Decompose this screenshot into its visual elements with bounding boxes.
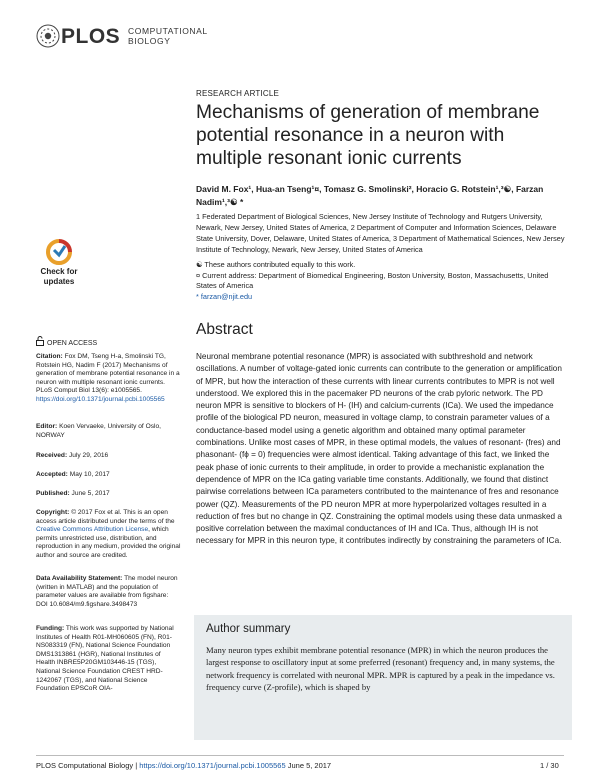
- author-summary-heading: Author summary: [206, 623, 291, 635]
- author-notes: [196, 260, 566, 302]
- author-summary-text: Many neuron types exhibit membrane potential resonance (MPR) in which the neuron produces the largest response to oscillatory input at some preferred (resonant) frequency and, in many systems, the network frequency is correlated with neuronal MPR. MPR is captured by a peak in the impedance vs. frequency curve (Z-profile), which is shaped by: [206, 645, 555, 692]
- equal-contribution-note: ☯ These authors contributed equally to this work.: [196, 260, 356, 269]
- license-link[interactable]: Creative Commons Attribution License: [36, 526, 149, 534]
- footer-doi-link[interactable]: https://doi.org/10.1371/journal.pcbi.1005565: [139, 761, 286, 770]
- logo-text: PLOS: [61, 25, 121, 48]
- plos-logo[interactable]: [36, 22, 236, 52]
- updates-icon: [45, 239, 73, 265]
- editor-block: Editor: Koen Vervaeke, University of Oslo, NORWAY: [36, 423, 161, 439]
- published-date: Published: June 5, 2017: [36, 490, 110, 497]
- author-list: David M. Fox¹, Hua-an Tseng¹¤, Tomasz G. Smolinski², Horacio G. Rotstein¹,³☯, Farzan Nadim¹,³☯ *: [196, 184, 544, 207]
- open-lock-icon: [36, 336, 44, 346]
- copyright-block: Copyright: © 2017 Fox et al. This is an open access article distributed under the terms of the Creative Commons Attribution License, which permits unrestricted use, distribution, and reproduction in any medium, provided the original author and source are credited.: [36, 509, 181, 559]
- article-type: RESEARCH ARTICLE: [196, 89, 280, 98]
- footer-divider: [36, 755, 564, 756]
- plos-logo-icon: [36, 24, 60, 48]
- page-number: 1 / 30: [540, 761, 559, 770]
- article-title: Mechanisms of generation of membrane potential resonance in a neuron with multiple resonant ionic currents: [196, 102, 540, 169]
- open-access-label: OPEN ACCESS: [36, 336, 97, 347]
- current-address-note: ¤ Current address: Department of Biomedical Engineering, Boston University, Boston, Massachusetts, United States of America: [196, 270, 549, 290]
- check-for-updates-badge[interactable]: Check for updates: [36, 239, 82, 295]
- accepted-date: Accepted: May 10, 2017: [36, 471, 110, 478]
- citation-doi-link[interactable]: https://doi.org/10.1371/journal.pcbi.1005565: [36, 395, 165, 403]
- abstract-text: Neuronal membrane potential resonance (MPR) is associated with subthreshold and network oscillations. A number of voltage-gated ionic currents can contribute to the generation or amplification of MPR, but how the interaction of these currents with linear currents contributes to MPR is not well understood. We explored this in the pacemaker PD neurons of the crab pyloric network. The PD neuron MPR is sensitive to blockers of H- (IH) and calcium-currents (ICa). We used the impedance profile of the biological PD neuron, measured in voltage clamp, to constrain parameter values of a conductance-based model using a genetic algorithm and obtained many optimal parameter combinations. Unlike most cases of MPR, in these optimal models, the values of resonant- (fres) and phasonant- (fϕ = 0) frequencies were almost identical. Taking advantage of this fact, we linked the peak phase of ionic currents to their amplitude, in order to provide a mechanistic explanation the dependence of MPR on the ICa gating variable time constants. Additionally, we found that distinct pairwise correlations between ICa parameters contributed to the maintenance of fres and resonance power (QZ). Measurements of the PD neuron MPR at more hyperpolarized voltages resulted in a reduction of fres but no change in QZ. Constraining the optimal models using these data unmasked a positive correlation between the maximal conductances of IH and ICa. Thus, although IH is not necessary for MPR in this neuron type, it contributes indirectly by constraining the parameters of ICa.: [196, 352, 562, 546]
- journal-name: COMPUTATIONAL BIOLOGY: [128, 26, 208, 46]
- data-availability-block: Data Availability Statement: The model neuron (written in MATLAB) and the population of parameter values are available from figshare: DOI 10.6084/m9.figshare.3498473: [36, 575, 178, 608]
- corresponding-email[interactable]: * farzan@njit.edu: [196, 291, 253, 301]
- received-date: Received: July 29, 2016: [36, 452, 109, 459]
- funding-block: Funding: This work was supported by National Institutes of Health R01-MH060605 (FN), R01-NS083319 (FN), National Science Foundation DMS1313861 (HGR), National Institutes of Health INBRE5P20GM103446-15 (TGS), National Science Foundation CREST HRD-1242067 (TGS), and National Science Foundation EPSCoR OIA-: [36, 625, 174, 693]
- page-footer: PLOS Computational Biology | https://doi.org/10.1371/journal.pcbi.1005565 June 5, 2017: [36, 761, 332, 770]
- citation-block: Citation: Fox DM, Tseng H-a, Smolinski TG, Rotstein HG, Nadim F (2017) Mechanisms of generation of membrane potential resonance in a neuron with multiple resonant ionic currents. PLoS Comput Biol 13(6): e1005565. https://doi.org/10.1371/journal.pcbi.1005565: [36, 353, 180, 403]
- affiliations: 1 Federated Department of Biological Sciences, New Jersey Institute of Technology and Rutgers University, Newark, New Jersey, United States of America, 2 Department of Computer and Information Sciences, Delaware State University, Dover, Delaware, United States of America, 3 Department of Mathematical Sciences, New Jersey Institute of Technology, Newark, New Jersey, United States of America: [196, 212, 565, 254]
- abstract-heading: Abstract: [196, 321, 253, 338]
